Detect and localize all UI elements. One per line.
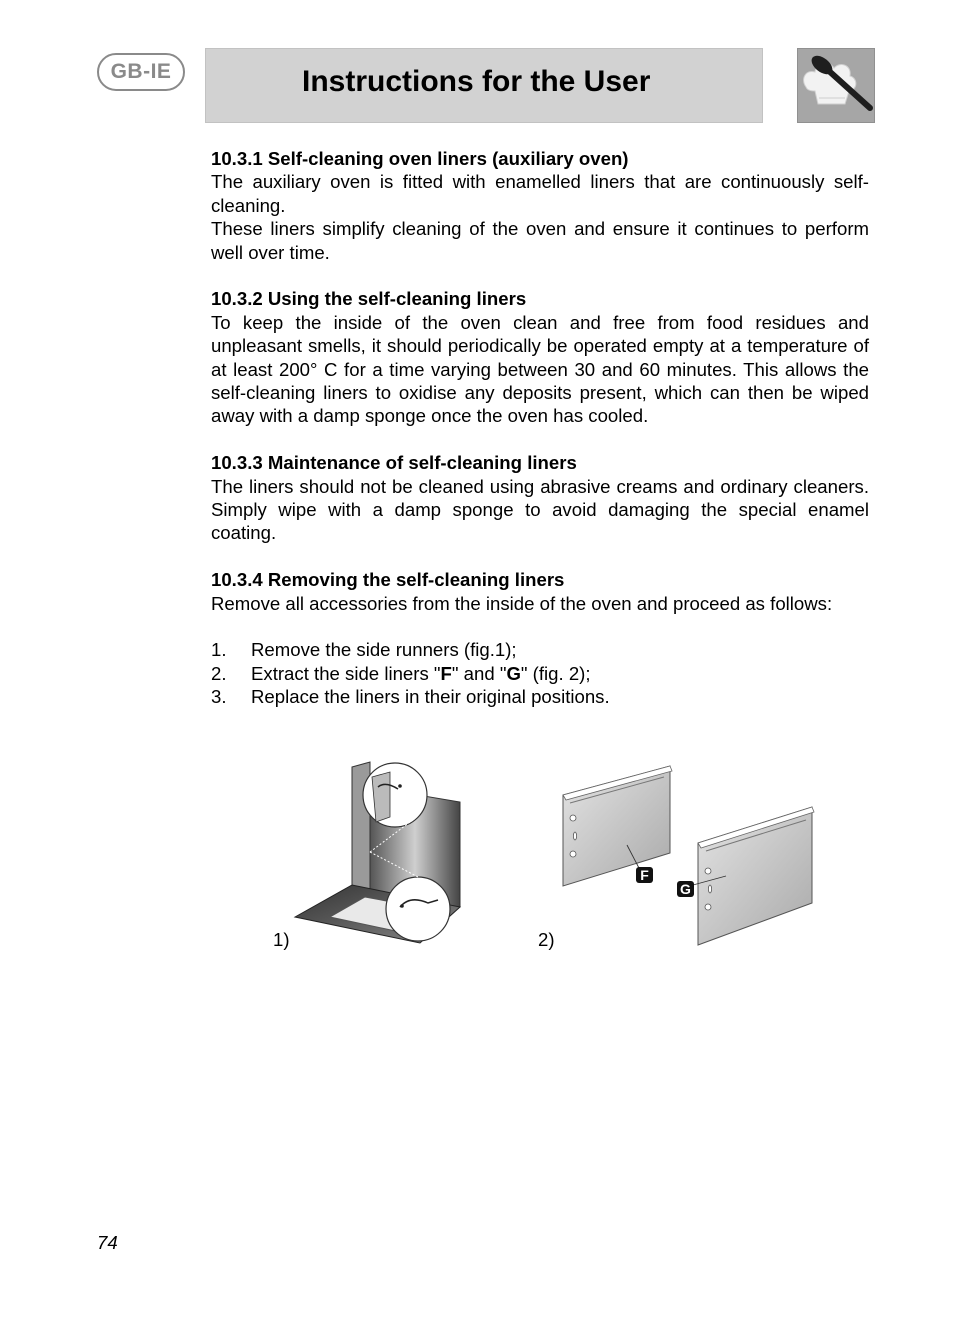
list-item	[211, 662, 869, 685]
content	[211, 147, 869, 709]
figure-1-oven-illustration	[290, 757, 470, 947]
section-paragraph: To keep the inside of the oven clean and free from food residues and unpleasant smells, it should periodically be operated empty at a temperature of at least 200° C for a time varying between 30 and 60 minutes. This allows the self-cleaning liners to oxidise any deposits present, which can then be wiped away with a damp sponge once the oven has cooled.	[211, 311, 869, 427]
section-heading: 10.3.1 Self-cleaning oven liners (auxiliary oven)	[211, 148, 629, 169]
step-number: 2.	[211, 662, 227, 684]
section-heading: 10.3.2 Using the self-cleaning liners	[211, 288, 527, 310]
figure-2-label: 2)	[538, 929, 555, 950]
list-item	[211, 638, 869, 661]
liner-f-label: F	[640, 867, 649, 883]
region-badge	[97, 53, 185, 91]
figure-1-label: 1)	[273, 929, 290, 950]
step-number: 3.	[211, 686, 227, 708]
region-badge-label: GB-IE	[110, 60, 172, 83]
step-text: Extract the side liners "F" and "G" (fig. 2);	[251, 662, 591, 684]
step-number: 1.	[211, 639, 227, 661]
page-number: 74	[97, 1232, 118, 1253]
step-text: Replace the liners in their original positions.	[251, 686, 610, 708]
section-10-3-1	[211, 147, 869, 264]
list-item	[211, 685, 869, 708]
section-10-3-2	[211, 287, 869, 427]
chef-hat-spoon-icon	[797, 48, 875, 123]
figure-2-liners-illustration	[560, 763, 820, 948]
liner-g-label: G	[680, 881, 691, 897]
steps-list	[211, 638, 869, 708]
section-paragraph: The liners should not be cleaned using abrasive creams and ordinary cleaners. Simply wipe with a damp sponge to avoid damaging the special enamel coating.	[211, 475, 869, 544]
section-heading: 10.3.4 Removing the self-cleaning liners	[211, 569, 565, 591]
liner-g-ref: G	[506, 662, 521, 684]
section-paragraph: Remove all accessories from the inside of the oven and proceed as follows:	[211, 592, 833, 614]
liner-f-ref: F	[440, 662, 452, 684]
section-10-3-3	[211, 451, 869, 545]
section-heading: 10.3.3 Maintenance of self-cleaning liners	[211, 452, 577, 474]
page-title: Instructions for the User	[302, 65, 651, 98]
title-bar	[205, 48, 763, 123]
section-paragraph: The auxiliary oven is fitted with enamelled liners that are continuously self-cleaning.	[211, 171, 869, 216]
section-10-3-4	[211, 568, 869, 615]
section-paragraph: These liners simplify cleaning of the oven and ensure it continues to perform well over time.	[211, 218, 869, 263]
step-text: Remove the side runners (fig.1);	[251, 639, 517, 661]
